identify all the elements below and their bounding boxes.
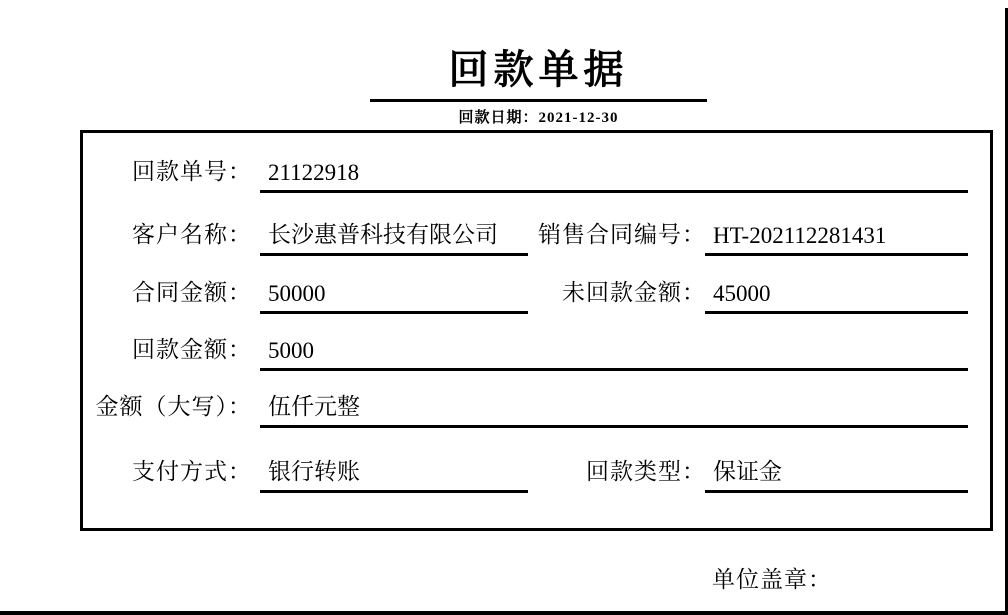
- page-title: 回款单据: [448, 47, 629, 92]
- title-underline: [370, 99, 707, 102]
- field-row-receipt-no: [0, 153, 1008, 193]
- unpaid-amount-label: 未回款金额：: [562, 280, 706, 305]
- field-row-payment-amount: [0, 331, 1008, 371]
- sales-contract-no-value: HT-202112281431: [705, 223, 968, 256]
- field-row-amounts: [0, 274, 1008, 314]
- receipt-no-label: 回款单号：: [132, 159, 252, 184]
- customer-name-label: 客户名称：: [132, 222, 252, 247]
- amount-in-words-value: 伍仟元整: [260, 388, 968, 428]
- customer-name-value: 长沙惠普科技有限公司: [260, 216, 528, 256]
- amount-in-words-label: 金额（大写）：: [95, 394, 252, 419]
- company-stamp-label: 单位盖章：: [712, 567, 832, 592]
- screenshot-bottom-edge: [0, 611, 1008, 615]
- receipt-no-value: 21122918: [260, 160, 968, 193]
- receipt-date-value: 2021-12-30: [538, 110, 619, 126]
- contract-amount-label: 合同金额：: [132, 280, 252, 305]
- payment-amount-value: 5000: [260, 338, 968, 371]
- field-row-payment-method-type: [0, 453, 1008, 493]
- payment-method-value: 银行转账: [260, 453, 528, 493]
- receipt-date-label: 回款日期：: [458, 110, 539, 126]
- payment-method-label: 支付方式：: [132, 459, 252, 484]
- receipt-date-line: [320, 106, 757, 127]
- field-row-customer-contract: [0, 216, 1008, 256]
- unpaid-amount-value: 45000: [705, 281, 968, 314]
- payment-amount-label: 回款金额：: [132, 337, 252, 362]
- contract-amount-value: 50000: [260, 281, 528, 314]
- field-row-amount-in-words: [0, 388, 1008, 428]
- sales-contract-no-label: 销售合同编号：: [538, 222, 706, 247]
- payment-type-label: 回款类型：: [586, 459, 706, 484]
- payment-type-value: 保证金: [705, 453, 968, 493]
